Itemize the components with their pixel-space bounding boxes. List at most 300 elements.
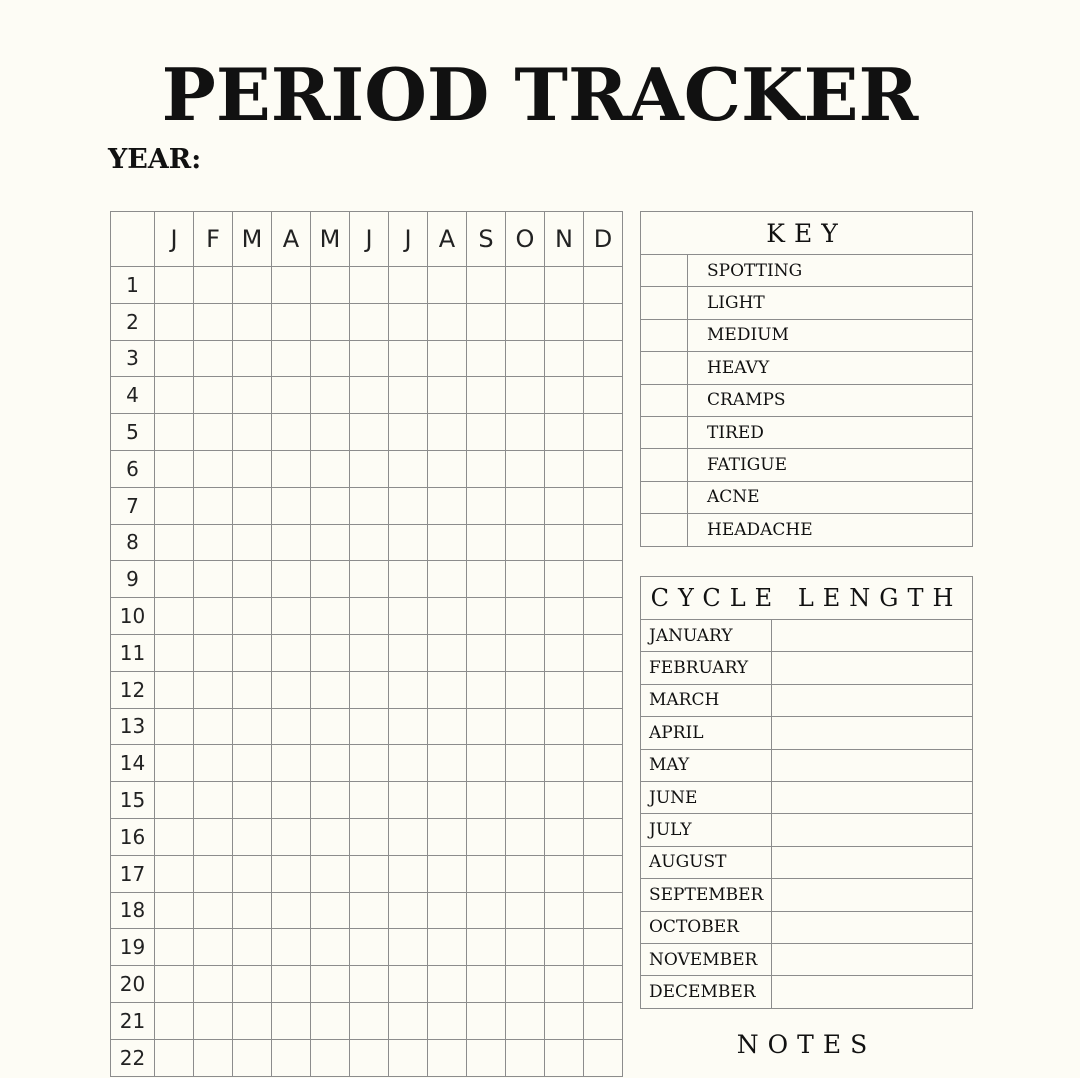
tracker-cell[interactable]	[506, 782, 545, 819]
tracker-cell[interactable]	[584, 1002, 623, 1039]
tracker-cell[interactable]	[428, 303, 467, 340]
tracker-cell[interactable]	[545, 966, 584, 1003]
tracker-cell[interactable]	[155, 561, 194, 598]
tracker-cell[interactable]	[194, 487, 233, 524]
day-row	[111, 561, 623, 598]
tracker-cell[interactable]	[272, 671, 311, 708]
key-table	[640, 211, 973, 547]
tracker-cell[interactable]	[428, 966, 467, 1003]
tracker-cell[interactable]	[350, 340, 389, 377]
tracker-cell[interactable]	[545, 450, 584, 487]
tracker-cell[interactable]	[155, 598, 194, 635]
tracker-cell[interactable]	[389, 598, 428, 635]
tracker-cell[interactable]	[233, 745, 272, 782]
tracker-cell[interactable]	[272, 1002, 311, 1039]
cycle-length-value[interactable]	[772, 652, 973, 684]
tracker-cell[interactable]	[311, 671, 350, 708]
tracker-cell[interactable]	[155, 340, 194, 377]
cycle-length-table	[640, 576, 973, 1009]
tracker-cell[interactable]	[272, 267, 311, 304]
tracker-cell[interactable]	[428, 1002, 467, 1039]
tracker-cell[interactable]	[545, 1002, 584, 1039]
tracker-cell[interactable]	[467, 487, 506, 524]
tracker-cell[interactable]	[350, 966, 389, 1003]
key-swatch[interactable]	[641, 416, 688, 448]
tracker-cell[interactable]	[155, 782, 194, 819]
tracker-cell[interactable]	[272, 450, 311, 487]
tracker-cell[interactable]	[194, 598, 233, 635]
tracker-cell[interactable]	[233, 708, 272, 745]
tracker-cell[interactable]	[233, 450, 272, 487]
cycle-length-value[interactable]	[772, 911, 973, 943]
tracker-cell[interactable]	[311, 303, 350, 340]
tracker-cell[interactable]	[584, 561, 623, 598]
tracker-cell[interactable]	[428, 745, 467, 782]
tracker-cell[interactable]	[506, 450, 545, 487]
tracker-cell[interactable]	[467, 303, 506, 340]
tracker-cell[interactable]	[545, 524, 584, 561]
tracker-cell[interactable]	[155, 303, 194, 340]
tracker-cell[interactable]	[545, 487, 584, 524]
key-row	[641, 255, 973, 287]
tracker-cell[interactable]	[311, 634, 350, 671]
tracker-cell[interactable]	[350, 929, 389, 966]
tracker-cell[interactable]	[545, 340, 584, 377]
tracker-cell[interactable]	[194, 303, 233, 340]
tracker-cell[interactable]	[350, 782, 389, 819]
tracker-cell[interactable]	[350, 855, 389, 892]
tracker-cell[interactable]	[194, 450, 233, 487]
tracker-cell[interactable]	[545, 598, 584, 635]
key-swatch[interactable]	[641, 481, 688, 513]
tracker-cell[interactable]	[350, 267, 389, 304]
tracker-cell[interactable]	[428, 708, 467, 745]
tracker-cell[interactable]	[584, 818, 623, 855]
cycle-length-value[interactable]	[772, 976, 973, 1008]
tracker-cell[interactable]	[272, 524, 311, 561]
cycle-length-value[interactable]	[772, 620, 973, 652]
tracker-cell[interactable]	[389, 929, 428, 966]
tracker-cell[interactable]	[233, 1002, 272, 1039]
tracker-cell[interactable]	[389, 524, 428, 561]
tracker-cell[interactable]	[467, 340, 506, 377]
tracker-cell[interactable]	[506, 561, 545, 598]
tracker-cell[interactable]	[272, 708, 311, 745]
key-swatch[interactable]	[641, 287, 688, 319]
tracker-cell[interactable]	[311, 598, 350, 635]
tracker-cell[interactable]	[428, 267, 467, 304]
tracker-cell[interactable]	[506, 818, 545, 855]
tracker-cell[interactable]	[311, 929, 350, 966]
tracker-cell[interactable]	[350, 708, 389, 745]
tracker-cell[interactable]	[506, 966, 545, 1003]
tracker-cell[interactable]	[428, 450, 467, 487]
tracker-cell[interactable]	[272, 598, 311, 635]
tracker-cell[interactable]	[194, 855, 233, 892]
tracker-cell[interactable]	[428, 1039, 467, 1076]
tracker-cell[interactable]	[584, 303, 623, 340]
tracker-cell[interactable]	[311, 450, 350, 487]
tracker-cell[interactable]	[350, 1002, 389, 1039]
tracker-cell[interactable]	[233, 929, 272, 966]
tracker-cell[interactable]	[155, 377, 194, 414]
key-swatch[interactable]	[641, 319, 688, 351]
tracker-cell[interactable]	[311, 745, 350, 782]
tracker-cell[interactable]	[311, 267, 350, 304]
tracker-cell[interactable]	[233, 267, 272, 304]
tracker-cell[interactable]	[233, 855, 272, 892]
tracker-cell[interactable]	[584, 745, 623, 782]
tracker-cell[interactable]	[155, 634, 194, 671]
tracker-cell[interactable]	[389, 303, 428, 340]
tracker-cell[interactable]	[233, 487, 272, 524]
tracker-cell[interactable]	[350, 414, 389, 451]
tracker-cell[interactable]	[584, 892, 623, 929]
tracker-cell[interactable]	[506, 340, 545, 377]
tracker-cell[interactable]	[389, 487, 428, 524]
tracker-cell[interactable]	[194, 671, 233, 708]
tracker-cell[interactable]	[311, 892, 350, 929]
tracker-cell[interactable]	[350, 450, 389, 487]
cycle-length-value[interactable]	[772, 846, 973, 878]
tracker-cell[interactable]	[272, 303, 311, 340]
cycle-length-value[interactable]	[772, 781, 973, 813]
tracker-cell[interactable]	[155, 745, 194, 782]
tracker-cell[interactable]	[272, 487, 311, 524]
tracker-cell[interactable]	[194, 524, 233, 561]
tracker-cell[interactable]	[389, 966, 428, 1003]
tracker-cell[interactable]	[506, 892, 545, 929]
cycle-length-value[interactable]	[772, 943, 973, 975]
tracker-cell[interactable]	[194, 782, 233, 819]
tracker-cell[interactable]	[506, 1002, 545, 1039]
tracker-cell[interactable]	[233, 818, 272, 855]
tracker-cell[interactable]	[389, 1002, 428, 1039]
tracker-cell[interactable]	[311, 487, 350, 524]
cycle-length-value[interactable]	[772, 879, 973, 911]
tracker-cell[interactable]	[584, 782, 623, 819]
tracker-cell[interactable]	[350, 561, 389, 598]
tracker-cell[interactable]	[506, 377, 545, 414]
tracker-cell[interactable]	[467, 929, 506, 966]
tracker-cell[interactable]	[155, 267, 194, 304]
cycle-length-value[interactable]	[772, 814, 973, 846]
tracker-cell[interactable]	[233, 414, 272, 451]
tracker-cell[interactable]	[506, 1039, 545, 1076]
tracker-cell[interactable]	[194, 892, 233, 929]
cycle-row	[641, 911, 973, 943]
tracker-cell[interactable]	[194, 340, 233, 377]
month-header: J	[350, 212, 389, 267]
key-label: HEAVY	[688, 352, 973, 384]
tracker-cell[interactable]	[311, 340, 350, 377]
tracker-cell[interactable]	[467, 450, 506, 487]
key-label: SPOTTING	[688, 255, 973, 287]
tracker-cell[interactable]	[506, 708, 545, 745]
tracker-cell[interactable]	[428, 524, 467, 561]
tracker-cell[interactable]	[155, 1039, 194, 1076]
tracker-cell[interactable]	[467, 855, 506, 892]
tracker-cell[interactable]	[311, 708, 350, 745]
tracker-cell[interactable]	[233, 303, 272, 340]
tracker-cell[interactable]	[545, 1039, 584, 1076]
tracker-cell[interactable]	[311, 1039, 350, 1076]
tracker-cell[interactable]	[272, 377, 311, 414]
cycle-length-value[interactable]	[772, 684, 973, 716]
tracker-cell[interactable]	[428, 892, 467, 929]
tracker-cell[interactable]	[233, 377, 272, 414]
tracker-cell[interactable]	[350, 487, 389, 524]
tracker-cell[interactable]	[350, 598, 389, 635]
key-swatch[interactable]	[641, 384, 688, 416]
tracker-cell[interactable]	[155, 708, 194, 745]
tracker-cell[interactable]	[545, 708, 584, 745]
tracker-cell[interactable]	[194, 377, 233, 414]
tracker-cell[interactable]	[506, 487, 545, 524]
tracker-cell[interactable]	[584, 414, 623, 451]
tracker-cell[interactable]	[584, 1039, 623, 1076]
cycle-length-value[interactable]	[772, 749, 973, 781]
tracker-cell[interactable]	[584, 671, 623, 708]
tracker-cell[interactable]	[545, 267, 584, 304]
tracker-cell[interactable]	[467, 598, 506, 635]
tracker-cell[interactable]	[584, 487, 623, 524]
tracker-cell[interactable]	[584, 524, 623, 561]
tracker-cell[interactable]	[584, 267, 623, 304]
tracker-cell[interactable]	[233, 671, 272, 708]
tracker-cell[interactable]	[155, 892, 194, 929]
tracker-cell[interactable]	[272, 561, 311, 598]
tracker-cell[interactable]	[350, 1039, 389, 1076]
tracker-cell[interactable]	[389, 745, 428, 782]
day-number: 14	[111, 745, 155, 782]
tracker-cell[interactable]	[233, 1039, 272, 1076]
tracker-cell[interactable]	[545, 671, 584, 708]
tracker-cell[interactable]	[428, 414, 467, 451]
tracker-cell[interactable]	[350, 377, 389, 414]
tracker-cell[interactable]	[389, 855, 428, 892]
tracker-cell[interactable]	[545, 634, 584, 671]
tracker-cell[interactable]	[155, 487, 194, 524]
cycle-length-value[interactable]	[772, 717, 973, 749]
tracker-cell[interactable]	[467, 1002, 506, 1039]
tracker-cell[interactable]	[194, 745, 233, 782]
tracker-cell[interactable]	[545, 818, 584, 855]
tracker-cell[interactable]	[194, 708, 233, 745]
tracker-cell[interactable]	[584, 598, 623, 635]
tracker-cell[interactable]	[194, 929, 233, 966]
tracker-cell[interactable]	[506, 929, 545, 966]
tracker-cell[interactable]	[194, 634, 233, 671]
tracker-cell[interactable]	[584, 708, 623, 745]
tracker-cell[interactable]	[389, 892, 428, 929]
tracker-cell[interactable]	[467, 414, 506, 451]
tracker-cell[interactable]	[233, 782, 272, 819]
tracker-cell[interactable]	[545, 303, 584, 340]
tracker-cell[interactable]	[194, 966, 233, 1003]
tracker-cell[interactable]	[467, 634, 506, 671]
tracker-cell[interactable]	[389, 414, 428, 451]
tracker-cell[interactable]	[545, 855, 584, 892]
tracker-cell[interactable]	[194, 267, 233, 304]
tracker-cell[interactable]	[506, 267, 545, 304]
tracker-cell[interactable]	[155, 671, 194, 708]
tracker-cell[interactable]	[272, 929, 311, 966]
tracker-cell[interactable]	[272, 892, 311, 929]
tracker-cell[interactable]	[506, 745, 545, 782]
tracker-cell[interactable]	[467, 708, 506, 745]
tracker-cell[interactable]	[311, 782, 350, 819]
tracker-cell[interactable]	[545, 892, 584, 929]
key-swatch[interactable]	[641, 255, 688, 287]
tracker-cell[interactable]	[428, 340, 467, 377]
tracker-cell[interactable]	[350, 892, 389, 929]
key-swatch[interactable]	[641, 514, 688, 546]
month-header: N	[545, 212, 584, 267]
tracker-cell[interactable]	[155, 1002, 194, 1039]
tracker-cell[interactable]	[584, 929, 623, 966]
tracker-cell[interactable]	[467, 524, 506, 561]
tracker-cell[interactable]	[428, 782, 467, 819]
tracker-cell[interactable]	[545, 561, 584, 598]
tracker-cell[interactable]	[584, 634, 623, 671]
tracker-cell[interactable]	[428, 487, 467, 524]
tracker-cell[interactable]	[272, 818, 311, 855]
tracker-cell[interactable]	[467, 966, 506, 1003]
tracker-cell[interactable]	[311, 1002, 350, 1039]
tracker-cell[interactable]	[233, 966, 272, 1003]
tracker-cell[interactable]	[584, 340, 623, 377]
tracker-cell[interactable]	[506, 524, 545, 561]
tracker-cell[interactable]	[506, 671, 545, 708]
tracker-cell[interactable]	[467, 267, 506, 304]
tracker-cell[interactable]	[272, 782, 311, 819]
tracker-cell[interactable]	[389, 377, 428, 414]
tracker-cell[interactable]	[584, 855, 623, 892]
tracker-cell[interactable]	[389, 450, 428, 487]
tracker-cell[interactable]	[584, 377, 623, 414]
tracker-cell[interactable]	[467, 782, 506, 819]
tracker-cell[interactable]	[233, 561, 272, 598]
tracker-cell[interactable]	[428, 598, 467, 635]
tracker-cell[interactable]	[350, 524, 389, 561]
tracker-cell[interactable]	[467, 818, 506, 855]
tracker-cell[interactable]	[389, 340, 428, 377]
tracker-cell[interactable]	[272, 414, 311, 451]
tracker-cell[interactable]	[311, 855, 350, 892]
tracker-cell[interactable]	[311, 561, 350, 598]
tracker-cell[interactable]	[194, 1002, 233, 1039]
tracker-cell[interactable]	[389, 267, 428, 304]
tracker-cell[interactable]	[272, 634, 311, 671]
tracker-cell[interactable]	[428, 855, 467, 892]
tracker-cell[interactable]	[233, 524, 272, 561]
tracker-cell[interactable]	[194, 561, 233, 598]
tracker-cell[interactable]	[194, 1039, 233, 1076]
tracker-cell[interactable]	[311, 524, 350, 561]
tracker-cell[interactable]	[389, 1039, 428, 1076]
tracker-cell[interactable]	[194, 414, 233, 451]
tracker-cell[interactable]	[233, 598, 272, 635]
tracker-cell[interactable]	[233, 892, 272, 929]
tracker-cell[interactable]	[545, 745, 584, 782]
tracker-cell[interactable]	[467, 561, 506, 598]
tracker-cell[interactable]	[311, 966, 350, 1003]
tracker-cell[interactable]	[350, 303, 389, 340]
tracker-cell[interactable]	[545, 414, 584, 451]
tracker-cell[interactable]	[389, 671, 428, 708]
tracker-cell[interactable]	[272, 340, 311, 377]
tracker-cell[interactable]	[155, 524, 194, 561]
tracker-cell[interactable]	[350, 671, 389, 708]
key-swatch[interactable]	[641, 352, 688, 384]
tracker-cell[interactable]	[389, 561, 428, 598]
tracker-cell[interactable]	[155, 818, 194, 855]
tracker-cell[interactable]	[506, 598, 545, 635]
tracker-cell[interactable]	[584, 450, 623, 487]
tracker-cell[interactable]	[311, 818, 350, 855]
tracker-cell[interactable]	[155, 966, 194, 1003]
tracker-cell[interactable]	[428, 377, 467, 414]
tracker-cell[interactable]	[272, 966, 311, 1003]
tracker-cell[interactable]	[155, 414, 194, 451]
tracker-cell[interactable]	[233, 634, 272, 671]
tracker-cell[interactable]	[584, 966, 623, 1003]
tracker-cell[interactable]	[506, 855, 545, 892]
tracker-cell[interactable]	[467, 745, 506, 782]
tracker-cell[interactable]	[350, 745, 389, 782]
tracker-cell[interactable]	[155, 855, 194, 892]
tracker-cell[interactable]	[467, 1039, 506, 1076]
tracker-cell[interactable]	[233, 340, 272, 377]
tracker-cell[interactable]	[155, 929, 194, 966]
tracker-cell[interactable]	[506, 634, 545, 671]
tracker-cell[interactable]	[350, 818, 389, 855]
cycle-month-label: SEPTEMBER	[641, 879, 772, 911]
tracker-cell[interactable]	[467, 892, 506, 929]
key-row	[641, 384, 973, 416]
tracker-cell[interactable]	[467, 671, 506, 708]
tracker-cell[interactable]	[506, 414, 545, 451]
cycle-row	[641, 781, 973, 813]
tracker-cell[interactable]	[389, 634, 428, 671]
day-number: 6	[111, 450, 155, 487]
tracker-cell[interactable]	[389, 818, 428, 855]
tracker-cell[interactable]	[545, 377, 584, 414]
tracker-cell[interactable]	[428, 818, 467, 855]
tracker-cell[interactable]	[272, 745, 311, 782]
tracker-cell[interactable]	[311, 377, 350, 414]
tracker-cell[interactable]	[194, 818, 233, 855]
tracker-cell[interactable]	[272, 1039, 311, 1076]
tracker-cell[interactable]	[506, 303, 545, 340]
tracker-cell[interactable]	[545, 782, 584, 819]
tracker-cell[interactable]	[545, 929, 584, 966]
key-swatch[interactable]	[641, 449, 688, 481]
tracker-cell[interactable]	[428, 929, 467, 966]
tracker-cell[interactable]	[311, 414, 350, 451]
tracker-cell[interactable]	[350, 634, 389, 671]
tracker-cell[interactable]	[467, 377, 506, 414]
tracker-cell[interactable]	[389, 782, 428, 819]
tracker-cell[interactable]	[428, 634, 467, 671]
month-header: O	[506, 212, 545, 267]
tracker-cell[interactable]	[272, 855, 311, 892]
tracker-cell[interactable]	[428, 671, 467, 708]
tracker-cell[interactable]	[389, 708, 428, 745]
tracker-cell[interactable]	[428, 561, 467, 598]
tracker-cell[interactable]	[155, 450, 194, 487]
